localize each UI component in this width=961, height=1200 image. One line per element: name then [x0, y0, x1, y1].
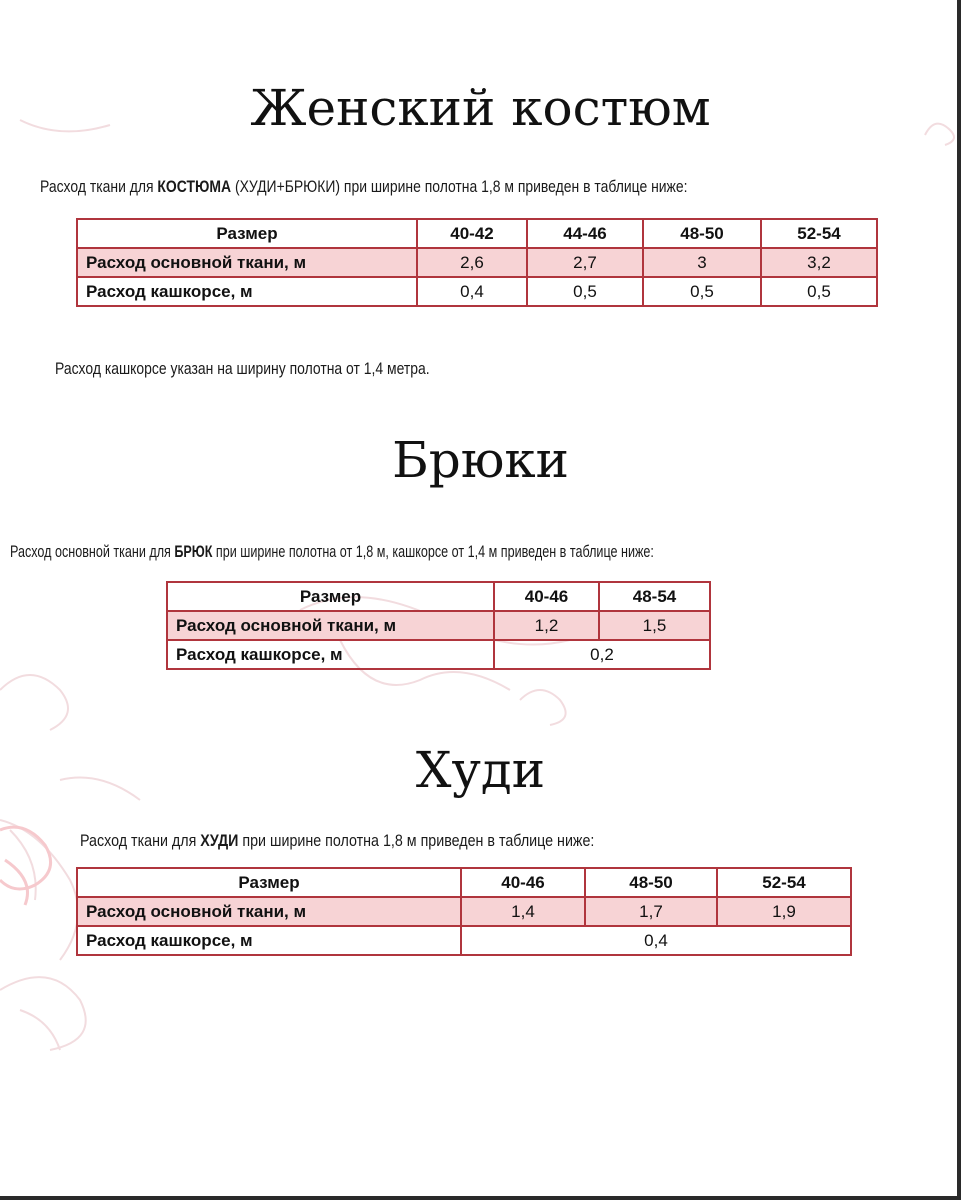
- table-cell: 0,5: [643, 277, 761, 306]
- table-row: [77, 897, 851, 926]
- table-cell: 1,4: [461, 897, 585, 926]
- table-cell: 0,4: [417, 277, 527, 306]
- header-cell: 40-46: [494, 582, 599, 611]
- header-cell: 44-46: [527, 219, 643, 248]
- row-label: Расход кашкорсе, м: [167, 640, 494, 669]
- hoodie-intro-before: Расход ткани для: [80, 831, 201, 850]
- row-label: Расход основной ткани, м: [77, 248, 417, 277]
- table-cell: 0,5: [527, 277, 643, 306]
- header-cell: 52-54: [761, 219, 877, 248]
- hoodie-intro-after: при ширине полотна 1,8 м приведен в таблице ниже:: [238, 831, 595, 850]
- table-cell: 0,4: [461, 926, 851, 955]
- table-row: [77, 248, 877, 277]
- suit-footnote: Расход кашкорсе указан на ширину полотна от 1,4 метра.: [55, 359, 430, 378]
- header-cell: 40-46: [461, 868, 585, 897]
- table-cell: 2,7: [527, 248, 643, 277]
- table-row: [167, 640, 710, 669]
- header-cell: 40-42: [417, 219, 527, 248]
- table-header-row: [167, 582, 710, 611]
- table-row: [77, 926, 851, 955]
- row-label: Расход кашкорсе, м: [77, 277, 417, 306]
- table-header-row: [77, 219, 877, 248]
- table-cell: 1,9: [717, 897, 851, 926]
- table-cell: 2,6: [417, 248, 527, 277]
- row-label: Расход кашкорсе, м: [77, 926, 461, 955]
- suit-intro-text: [40, 176, 688, 198]
- pants-intro-bold: БРЮК: [174, 542, 213, 561]
- pants-intro-before: Расход основной ткани для: [10, 542, 175, 561]
- pants-intro-text: [10, 541, 654, 563]
- hoodie-intro-bold: ХУДИ: [200, 831, 239, 850]
- suit-intro-before: Расход ткани для: [40, 177, 158, 196]
- table-cell: 3: [643, 248, 761, 277]
- table-cell: 1,7: [585, 897, 717, 926]
- table-row: [77, 277, 877, 306]
- hoodie-consumption-table: [76, 867, 852, 956]
- table-row: [167, 611, 710, 640]
- suit-consumption-table: [76, 218, 878, 307]
- suit-intro-bold: КОСТЮМА: [157, 177, 232, 196]
- header-cell: Размер: [167, 582, 494, 611]
- suit-title: Женский костюм: [250, 79, 711, 137]
- hoodie-title: Худи: [415, 741, 546, 799]
- hoodie-intro-text: [80, 830, 594, 852]
- suit-intro-after: (ХУДИ+БРЮКИ) при ширине полотна 1,8 м приведен в таблице ниже:: [231, 177, 688, 196]
- table-header-row: [77, 868, 851, 897]
- header-cell: 48-50: [643, 219, 761, 248]
- table-cell: 1,5: [599, 611, 710, 640]
- pants-intro-after: при ширине полотна от 1,8 м, кашкорсе от 1,4 м приведен в таблице ниже:: [212, 542, 654, 561]
- header-cell: 48-50: [585, 868, 717, 897]
- table-cell: 0,5: [761, 277, 877, 306]
- row-label: Расход основной ткани, м: [77, 897, 461, 926]
- header-cell: Размер: [77, 868, 461, 897]
- table-cell: 0,2: [494, 640, 710, 669]
- header-cell: Размер: [77, 219, 417, 248]
- pants-title: Брюки: [392, 431, 569, 489]
- table-cell: 3,2: [761, 248, 877, 277]
- table-cell: 1,2: [494, 611, 599, 640]
- header-cell: 52-54: [717, 868, 851, 897]
- header-cell: 48-54: [599, 582, 710, 611]
- pants-consumption-table: [166, 581, 711, 670]
- row-label: Расход основной ткани, м: [167, 611, 494, 640]
